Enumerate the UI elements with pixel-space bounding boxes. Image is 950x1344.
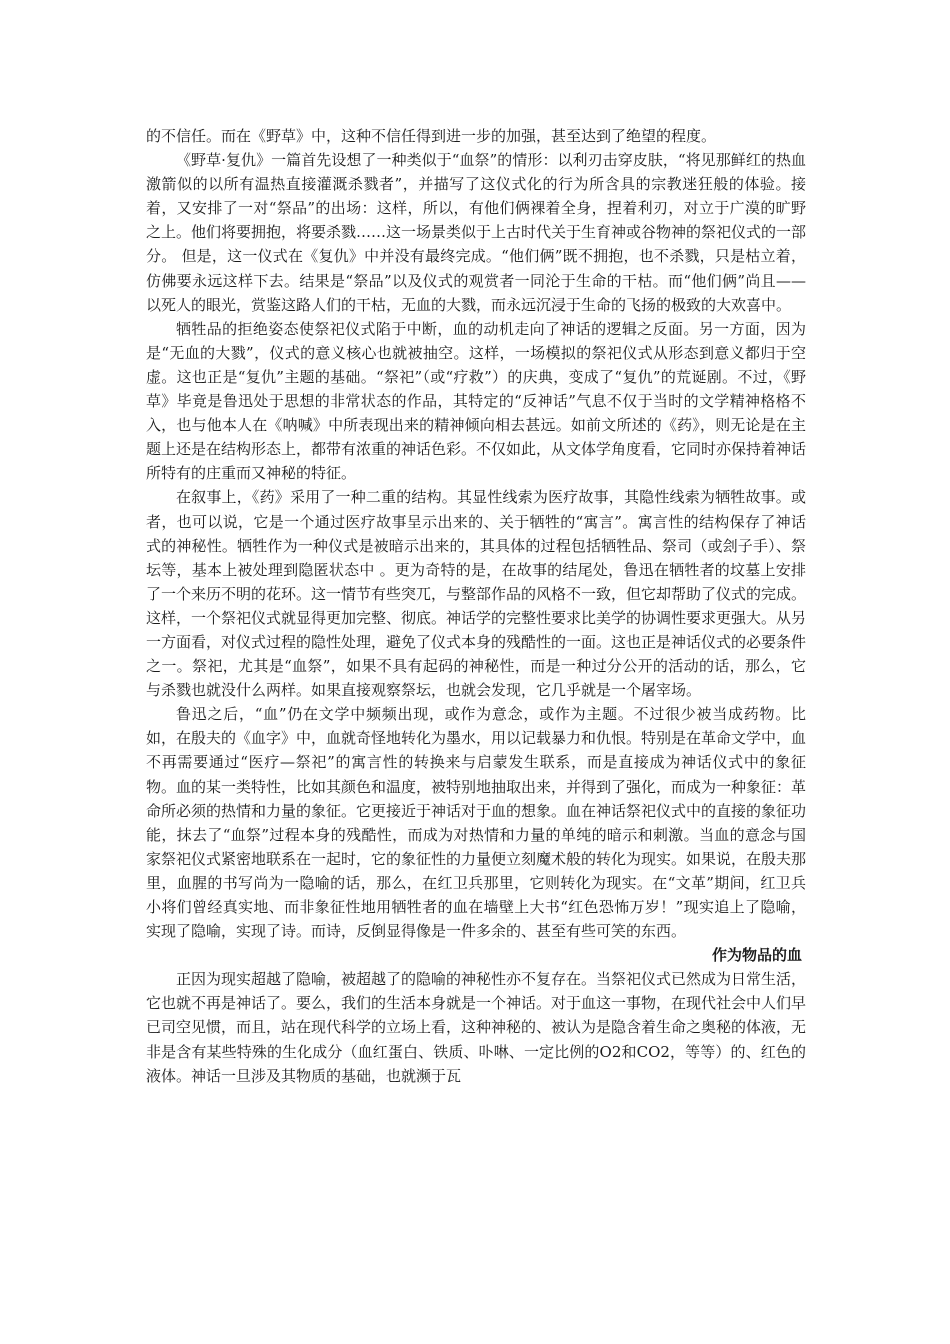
- paragraph-after-luxun: 鲁迅之后，“血”仍在文学中频频出现，或作为意念，或作为主题。不过很少被当成药物。比如，在殷夫的《血字》中，血就奇怪地转化为墨水，用以记载暴力和仇恨。特别是在革命文学中，血不再需要通过“医疗—祭祀”的寓言性的转换来与启蒙发生联系，而是直接成为神话仪式中的象征物。血的某一类特性，比如其颜色和温度，被特别地抽取出来，并得到了强化，而成为一种象征：革命所必须的热情和力量的象征。它更接近于神话对于血的想象。血在神话祭祀仪式中的直接的象征功能，抹去了“血祭”过程本身的残酷性，而成为对热情和力量的单纯的暗示和刺激。当血的意念与国家祭祀仪式紧密地联系在一起时，它的象征性的力量便立刻魔术般的转化为现实。如果说，在殷夫那里，血腥的书写尚为一隐喻的话，那么，在红卫兵那里，它则转化为现实。在“文革”期间，红卫兵小将们曾经真实地、而非象征性地用牺牲者的血在墙壁上大书“红色恐怖万岁！”现实追上了隐喻，实现了隐喻，实现了诗。而诗，反倒显得像是一件多余的、甚至有些可笑的东西。: [146, 705, 807, 941]
- document-page: [146, 124, 806, 1088]
- paragraph-blood-as-object: 正因为现实超越了隐喻，被超越了的隐喻的神秘性亦不复存在。当祭祀仪式已然成为日常生活，它也就不再是神话了。要么，我们的生活本身就是一个神话。对于血这一事物，在现代社会中人们早已司空见惯，而且，站在现代科学的立场上看，这种神秘的、被认为是隐含着生命之奥秘的体液，无非是含有某些特殊的生化成分（血红蛋白、铁质、卟啉、一定比例的O2和CO2，等等）的、红色的液体。神话一旦涉及其物质的基础，也就濒于瓦: [146, 970, 807, 1085]
- paragraph-sacrifice: 牺牲品的拒绝姿态使祭祀仪式陷于中断，血的动机走向了神话的逻辑之反面。另一方面，因为是“无血的大戮”，仪式的意义核心也就被抽空。这样，一场模拟的祭祀仪式从形态到意义都归于空虚。这也正是“复仇”主题的基础。“祭祀”（或“疗救”）的庆典，变成了“复仇”的荒诞剧。不过，《野草》毕竟是鲁迅处于思想的非常状态的作品，其特定的“反神话”气息不仅于当时的文学精神格格不入，也与他本人在《呐喊》中所表现出来的精神倾向相去甚远。如前文所述的《药》，则无论是在主题上还是在结构形态上，都带有浓重的神话色彩。不仅如此，从文体学角度看，它同时亦保持着神话所特有的庄重而又神秘的特征。: [146, 319, 807, 483]
- paragraph-continued: 的不信任。而在《野草》中，这种不信任得到进一步的加强，甚至达到了绝望的程度。: [146, 127, 717, 145]
- paragraph-fuchou: 《野草·复仇》一篇首先设想了一种类似于“血祭”的情形：以利刃击穿皮肤，“将见那鲜红的热血激箭似的以所有温热直接灌溉杀戮者”，并描写了这仪式化的行为所含具的宗教迷狂般的体验。接着，又安排了一对“祭品”的出场：这样，所以，有他们俩裸着全身，捏着利刃，对立于广漠的旷野之上。他们将要拥抱，将要杀戮……这一场景类似于上古时代关于生育神或谷物神的祭祀仪式的一部分。 但是，这一仪式在《复仇》中并没有最终完成。“他们俩”既不拥抱，也不杀戮，只是枯立着，仿佛要永远这样下去。结果是“祭品”以及仪式的观赏者一同沦于生命的干枯。而“他们俩”尚且——以死人的眼光，赏鉴这路人们的干枯，无血的大戮，而永远沉浸于生命的飞扬的极致的大欢喜中。: [146, 151, 807, 314]
- paragraph-narrative: 在叙事上，《药》采用了一种二重的结构。其显性线索为医疗故事，其隐性线索为牺牲故事。或者，也可以说，它是一个通过医疗故事呈示出来的、关于牺牲的“寓言”。寓言性的结构保存了神话式的神秘性。牺牲作为一种仪式是被暗示出来的，其具体的过程包括牺牲品、祭司（或刽子手）、祭坛等，基本上被处理到隐匿状态中 。更为奇特的是，在故事的结尾处，鲁迅在牺牲者的坟墓上安排了一个来历不明的花环。这一情节有些突兀，与整部作品的风格不一致，但它却帮助了仪式的完成。这样，一个祭祀仪式就显得更加完整、彻底。神话学的完整性要求比美学的协调性要求更强大。从另一方面看，对仪式过程的隐性处理，避免了仪式本身的残酷性的一面。这也正是神话仪式的必要条件之一。祭祀，尤其是“血祭”，如果不具有起码的神秘性，而是一种过分公开的活动的话，那么，它与杀戮也就没什么两样。如果直接观察祭坛，也就会发现，它几乎就是一个屠宰场。: [146, 488, 807, 700]
- section-heading: 作为物品的血: [711, 946, 802, 965]
